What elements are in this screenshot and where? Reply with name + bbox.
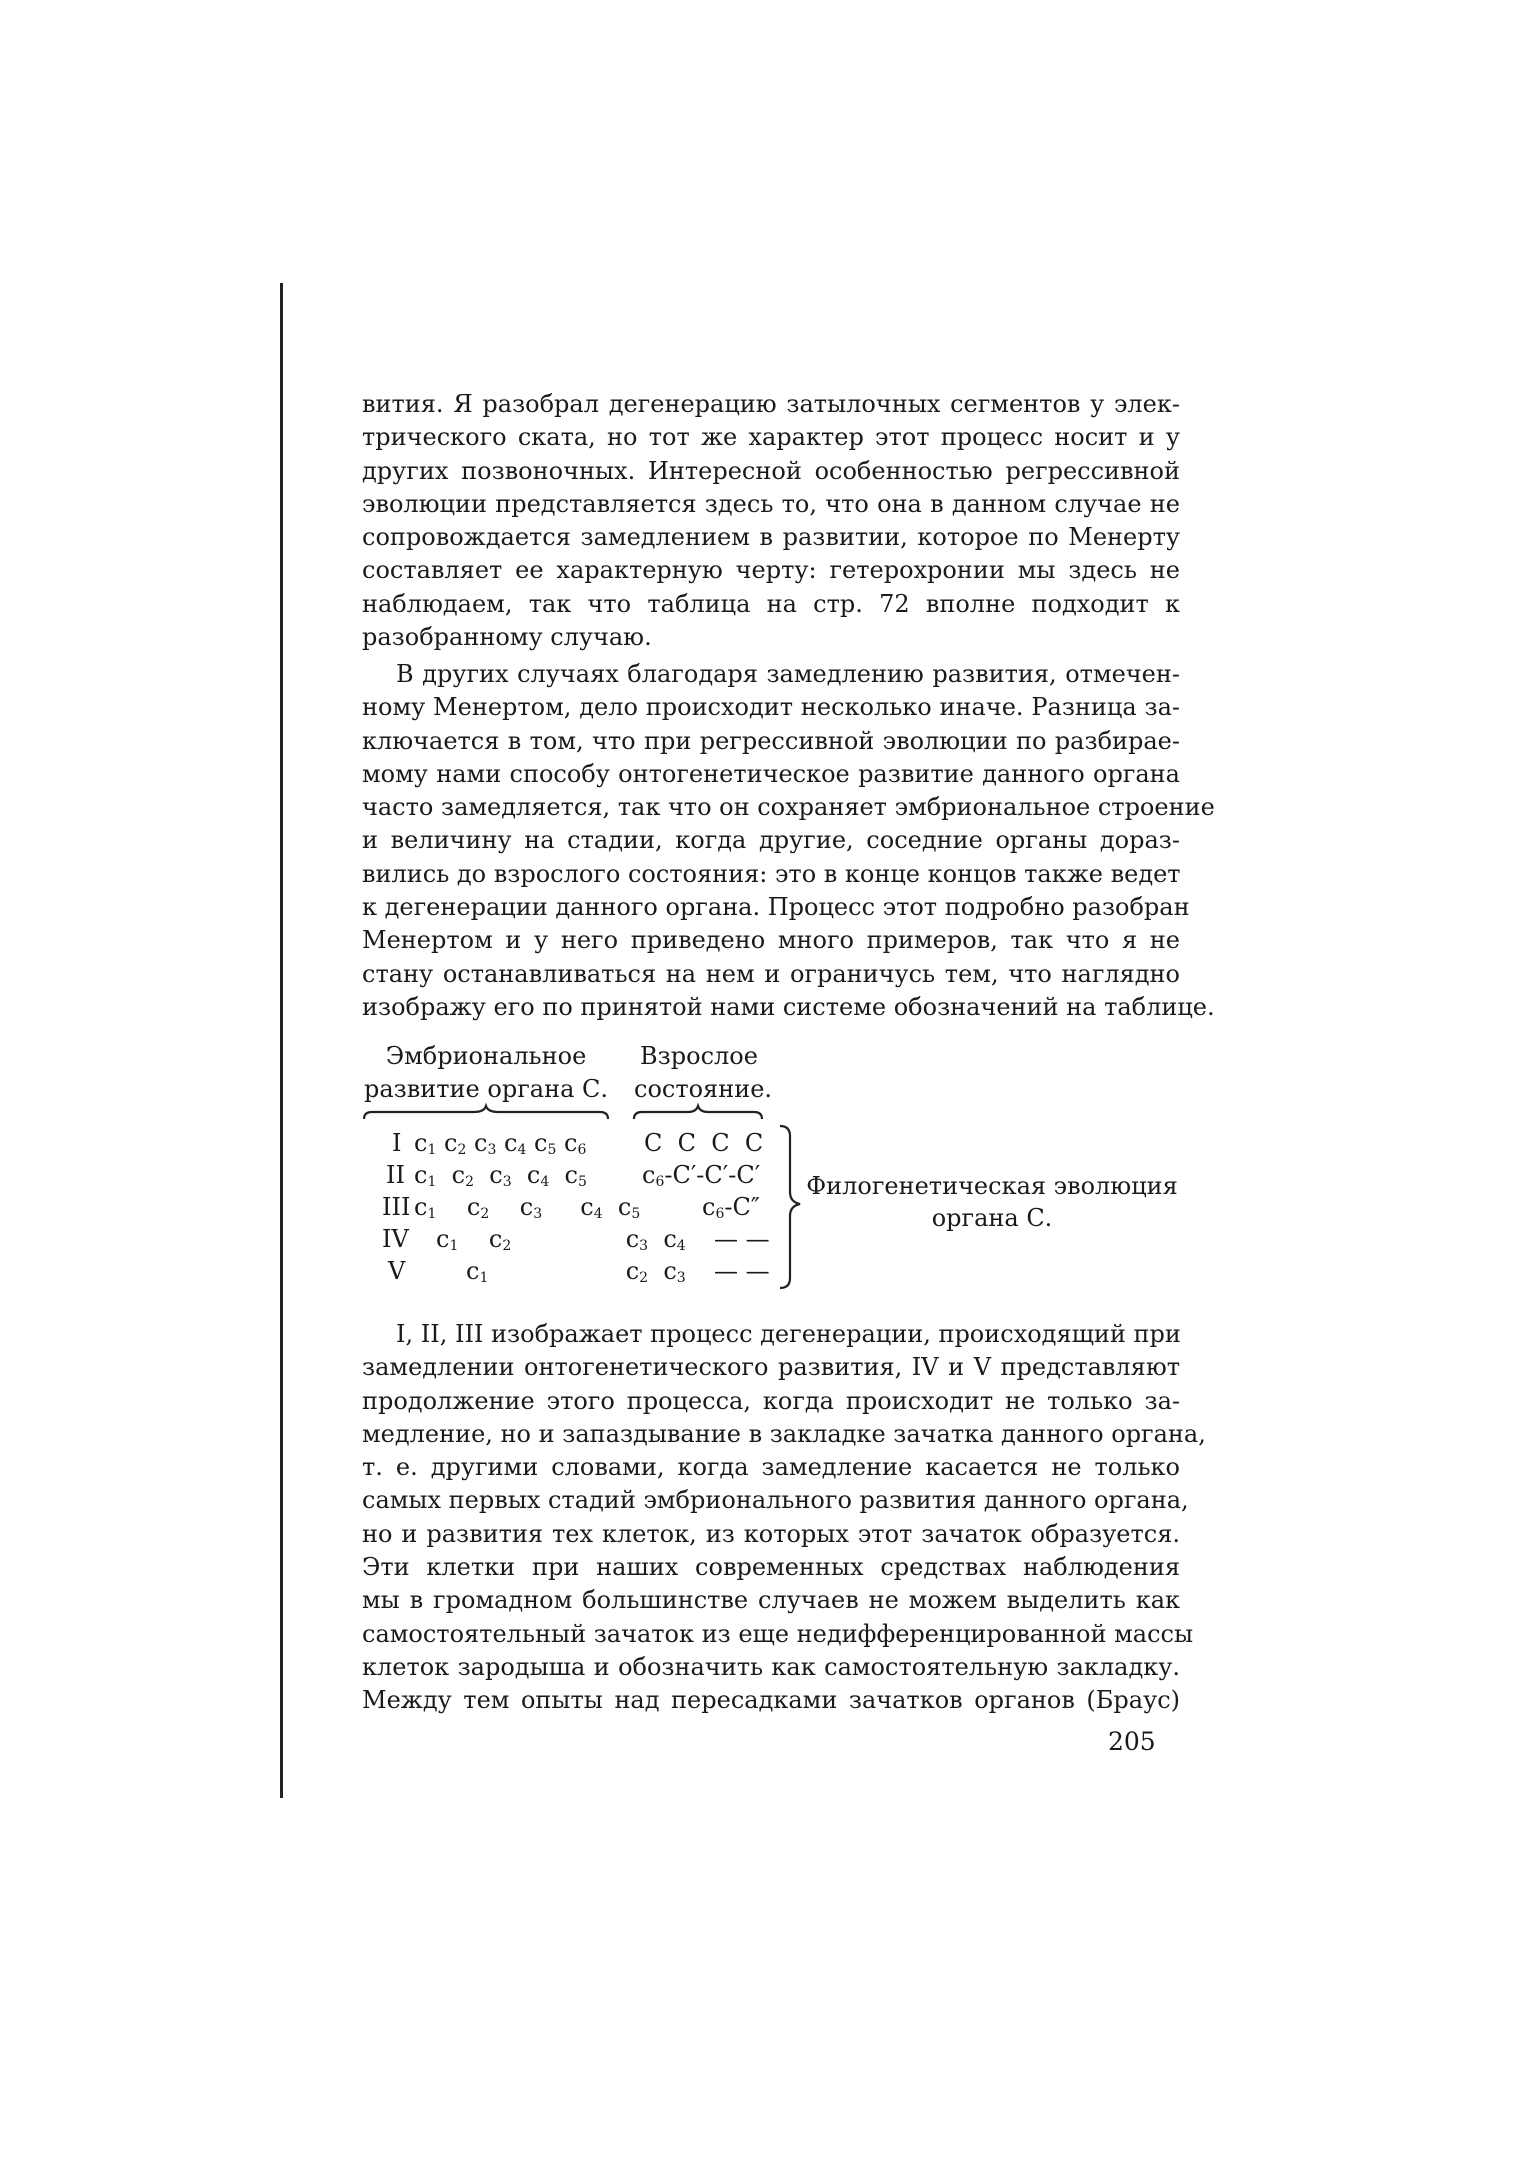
text-line: продолжение этого процесса, когда происходит не только за-: [362, 1386, 1180, 1415]
paragraph-2: [362, 658, 1215, 1024]
text-line: Менертом и у него приведено много примеров, так что я не: [362, 926, 1180, 955]
text-line: В других случаях благодаря замедлению развития, отмечен-: [396, 660, 1180, 688]
row-5-adult: — —: [714, 1257, 770, 1285]
text-line: и величину на стадии, когда другие, соседние органы дораз-: [362, 826, 1180, 855]
phylogenetic-label: [802, 1170, 1182, 1234]
text-line: самостоятельный зачаток из еще недифференцированной массы: [362, 1619, 1194, 1648]
text-line: медление, но и запаздывание в закладке зачатка данного органа,: [362, 1419, 1206, 1448]
text-line: составляет ее характерную черту: гетерохронии мы здесь не: [362, 556, 1180, 585]
paragraph-3: [362, 1318, 1206, 1718]
text-line: к дегенерации данного органа. Процесс этот подробно разобран: [362, 893, 1190, 922]
row-label: IV: [382, 1225, 409, 1253]
text-line: вития. Я разобрал дегенерацию затылочных сегментов у элек-: [362, 390, 1180, 418]
text-line: разобранному случаю.: [362, 623, 652, 652]
text-line: Эти клетки при наших современных средствах наблюдения: [362, 1553, 1180, 1582]
text-line: мому нами способу онтогенетическое развитие данного органа: [362, 759, 1180, 788]
text-line: наблюдаем, так что таблица на стр. 72 вполне подходит к: [362, 589, 1180, 618]
phylo-line1: Филогенетическая эволюция: [806, 1172, 1178, 1200]
row-2-embryonic: $c_1$ $c_2$ $c_3$ $c_4$ $c_5$: [414, 1161, 587, 1190]
phylo-line2: органа С.: [931, 1204, 1053, 1232]
text-line: изображу его по принятой нами системе обозначений на таблице.: [362, 992, 1215, 1021]
row-label: II: [386, 1161, 405, 1189]
row-1-adult: C C C C: [644, 1129, 764, 1157]
row-1-embryonic: $c_1$ $c_2$ $c_3$ $c_4$ $c_5$ $c_6$: [414, 1129, 587, 1158]
brace-embryonic: [364, 1106, 608, 1119]
text-line: других позвоночных. Интересной особенностью регрессивной: [362, 456, 1180, 485]
text-line: клеток зародыша и обозначить как самостоятельную закладку.: [362, 1652, 1180, 1681]
paragraph-1: [362, 388, 1180, 654]
brace-right: [780, 1126, 800, 1288]
text-line: ному Менертом, дело происходит несколько иначе. Разница за-: [362, 693, 1180, 722]
text-line: но и развития тех клеток, из которых этот зачаток образуется.: [362, 1519, 1180, 1548]
row-4-embryonic: $c_1$ $c_2$ $c_3$ $c_4$: [436, 1225, 686, 1254]
stage-table: [362, 1040, 1180, 1302]
text-line: стану останавливаться на нем и ограничусь тем, что наглядно: [362, 959, 1180, 988]
text-line: т. е. другими словами, когда замедление касается не только: [362, 1453, 1180, 1482]
page-number: 205: [1108, 1727, 1156, 1756]
header-adult-line1: Взрослое: [640, 1042, 758, 1070]
text-line: I, II, III изображает процесс дегенерации, происходящий при: [396, 1320, 1181, 1348]
text-line: самых первых стадий эмбрионального развития данного органа,: [362, 1486, 1189, 1515]
text-line: трического ската, но тот же характер этот процесс носит и у: [362, 423, 1180, 452]
text-line: замедлении онтогенетического развития, IV и V представляют: [362, 1353, 1180, 1382]
text-line: мы в громадном большинстве случаев не можем выделить как: [362, 1586, 1180, 1615]
row-label: V: [388, 1257, 406, 1285]
row-5-embryonic: $c_1$ $c_2$ $c_3$: [466, 1257, 686, 1286]
row-3-adult: $c_6-C''$: [702, 1193, 760, 1222]
text-line: часто замедляется, так что он сохраняет эмбриональное строение: [362, 793, 1215, 822]
margin-line: [280, 283, 283, 1798]
header-embryonic-line1: Эмбриональное: [385, 1042, 587, 1070]
header-embryonic-line2: развитие органа С.: [364, 1075, 608, 1103]
brace-adult: [634, 1106, 762, 1119]
text-line: сопровождается замедлением в развитии, которое по Менерту: [362, 523, 1180, 552]
row-label: III: [382, 1193, 411, 1221]
row-label: I: [392, 1129, 402, 1157]
text-line: вились до взрослого состояния: это в конце концов также ведет: [362, 859, 1181, 888]
header-adult-line2: состояние.: [634, 1075, 773, 1103]
row-4-adult: — —: [714, 1225, 770, 1253]
text-line: эволюции представляется здесь то, что она в данном случае не: [362, 489, 1180, 518]
row-2-adult: $c_6-C'-C'-C'$: [642, 1161, 761, 1190]
text-line: Между тем опыты над пересадками зачатков органов (Браус): [362, 1686, 1180, 1715]
row-3-embryonic: $c_1$ $c_2$ $c_3$ $c_4$ $c_5$: [414, 1193, 641, 1222]
text-line: ключается в том, что при регрессивной эволюции по разбирае-: [362, 726, 1180, 755]
